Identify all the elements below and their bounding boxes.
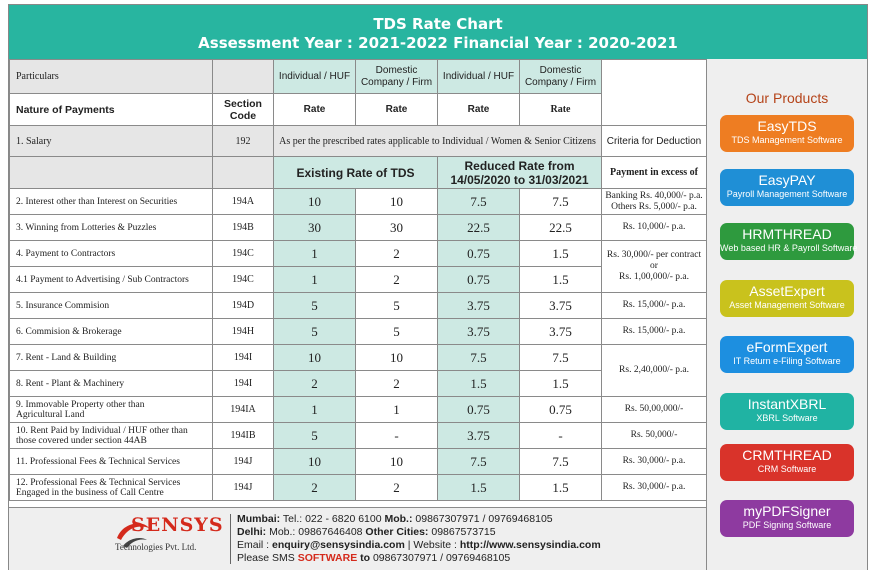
nature-cell: 5. Insurance Commision bbox=[10, 293, 213, 319]
section-cell: 194J bbox=[213, 449, 274, 475]
section-cell: 194IA bbox=[213, 397, 274, 423]
section-cell: 194I bbox=[213, 371, 274, 397]
product-description: IT Return e-Filing Software bbox=[733, 356, 841, 366]
product-description: PDF Signing Software bbox=[742, 520, 832, 530]
reduced-rate-individual: 3.75 bbox=[438, 423, 520, 449]
existing-rate-individual: 1 bbox=[274, 267, 356, 293]
criteria-header: Criteria for Deduction bbox=[602, 126, 707, 157]
contact-info bbox=[237, 513, 601, 565]
salary-nature: 1. Salary bbox=[10, 126, 213, 157]
existing-rate-individual: 1 bbox=[274, 397, 356, 423]
payment-limit-cell: Rs. 15,000/- p.a. bbox=[602, 293, 707, 319]
product-crmthread-button[interactable] bbox=[720, 444, 854, 481]
section-cell: 194D bbox=[213, 293, 274, 319]
table-row bbox=[10, 319, 707, 345]
domestic-header: Domestic Company / Firm bbox=[360, 64, 433, 88]
existing-rate-domestic: 10 bbox=[356, 345, 438, 371]
products-title: Our Products bbox=[745, 90, 829, 106]
nature-header: Nature of Payments bbox=[10, 94, 213, 126]
individual-huf-header: Individual / HUF bbox=[278, 70, 351, 82]
reduced-rate-domestic: 7.5 bbox=[520, 345, 602, 371]
rate-table bbox=[9, 59, 707, 501]
mumbai-line: Mumbai: Tel.: 022 - 6820 6100 Mob.: 09867307971 / 09769468105 bbox=[237, 513, 553, 525]
payment-limit-cell: Rs. 10,000/- p.a. bbox=[602, 215, 707, 241]
product-description: Payroll Management Software bbox=[726, 189, 848, 199]
reduced-rate-individual: 7.5 bbox=[438, 345, 520, 371]
product-description: TDS Management Software bbox=[731, 135, 843, 145]
reduced-rate-individual: 7.5 bbox=[438, 189, 520, 215]
product-instantxbrl-button[interactable] bbox=[720, 393, 854, 430]
existing-rate-domestic: 2 bbox=[356, 371, 438, 397]
existing-rate-individual: 10 bbox=[274, 345, 356, 371]
product-name: eFormExpert bbox=[746, 339, 828, 355]
rate-header-2: Rate bbox=[356, 94, 438, 126]
section-cell: 194B bbox=[213, 215, 274, 241]
nature-cell: 9. Immovable Property other than Agricultural Land bbox=[10, 397, 213, 423]
existing-rate-individual: 1 bbox=[274, 241, 356, 267]
product-name: EasyPAY bbox=[758, 172, 816, 188]
product-description: XBRL Software bbox=[756, 413, 818, 423]
product-eformexpert-button[interactable] bbox=[720, 336, 854, 373]
existing-rate-domestic: 10 bbox=[356, 189, 438, 215]
reduced-rate-domestic: 0.75 bbox=[520, 397, 602, 423]
nature-cell: 3. Winning from Lotteries & Puzzles bbox=[10, 215, 213, 241]
nature-cell: 4.1 Payment to Advertising / Sub Contractors bbox=[10, 267, 213, 293]
nature-cell: 11. Professional Fees & Technical Services bbox=[10, 449, 213, 475]
section-cell: 194I bbox=[213, 345, 274, 371]
table-row bbox=[10, 475, 707, 501]
existing-rate-individual: 5 bbox=[274, 423, 356, 449]
existing-rate-domestic: 5 bbox=[356, 293, 438, 319]
sms-line: Please SMS SOFTWARE to 09867307971 / 09769468105 bbox=[237, 552, 511, 564]
payment-limit-cell: Rs. 30,000/- p.a. bbox=[602, 475, 707, 501]
reduced-rate-domestic: 1.5 bbox=[520, 371, 602, 397]
reduced-rate-individual: 22.5 bbox=[438, 215, 520, 241]
reduced-rate-domestic: 1.5 bbox=[520, 475, 602, 501]
product-description: CRM Software bbox=[757, 464, 817, 474]
table-row bbox=[10, 293, 707, 319]
footer-divider bbox=[230, 514, 231, 564]
reduced-rate-domestic: 1.5 bbox=[520, 267, 602, 293]
reduced-rate-individual: 0.75 bbox=[438, 397, 520, 423]
existing-rate-domestic: 2 bbox=[356, 241, 438, 267]
existing-rate-domestic: 30 bbox=[356, 215, 438, 241]
nature-cell: 7. Rent - Land & Building bbox=[10, 345, 213, 371]
nature-cell: 4. Payment to Contractors bbox=[10, 241, 213, 267]
particulars-header: Particulars bbox=[10, 60, 213, 94]
existing-rate-individual: 2 bbox=[274, 371, 356, 397]
product-easytds-button[interactable] bbox=[720, 115, 854, 152]
table-row bbox=[10, 215, 707, 241]
salary-note: As per the prescribed rates applicable to Individual / Women & Senior Citizens bbox=[274, 126, 602, 157]
sensys-logo bbox=[113, 514, 233, 564]
reduced-rate-domestic: 7.5 bbox=[520, 449, 602, 475]
existing-rate-domestic: 10 bbox=[356, 449, 438, 475]
brand-tagline: Technologies Pvt. Ltd. bbox=[115, 542, 197, 552]
existing-rate-individual: 5 bbox=[274, 293, 356, 319]
payment-limit-cell: Rs. 50,00,000/- bbox=[602, 397, 707, 423]
reduced-rate-domestic: - bbox=[520, 423, 602, 449]
product-assetexpert-button[interactable] bbox=[720, 280, 854, 317]
payment-limit-cell: Rs. 30,000/- per contract or Rs. 1,00,000/- p.a. bbox=[602, 241, 707, 293]
product-name: myPDFSigner bbox=[743, 503, 831, 519]
reduced-rate-individual: 3.75 bbox=[438, 293, 520, 319]
nature-cell: 12. Professional Fees & Technical Services Engaged in the business of Call Centre bbox=[10, 475, 213, 501]
reduced-rate-domestic: 3.75 bbox=[520, 319, 602, 345]
reduced-rate-individual: 3.75 bbox=[438, 319, 520, 345]
domestic-header-2: Domestic Company / Firm bbox=[524, 64, 597, 88]
table-row bbox=[10, 189, 707, 215]
product-description: Web based HR & Payroll Software bbox=[720, 243, 858, 253]
product-name: InstantXBRL bbox=[747, 396, 827, 412]
tds-rate-chart bbox=[8, 4, 868, 570]
product-mypdfsigner-button[interactable] bbox=[720, 500, 854, 537]
existing-rate-domestic: 5 bbox=[356, 319, 438, 345]
reduced-rate-domestic: 1.5 bbox=[520, 241, 602, 267]
product-name: CRMTHREAD bbox=[742, 447, 832, 463]
product-name: HRMTHREAD bbox=[742, 226, 832, 242]
brand-name: SENSYS bbox=[131, 514, 224, 536]
nature-cell: 6. Commision & Brokerage bbox=[10, 319, 213, 345]
reduced-rate-individual: 0.75 bbox=[438, 267, 520, 293]
chart-subtitle: Assessment Year : 2021-2022 Financial Year : 2020-2021 bbox=[198, 34, 678, 52]
payment-limit-cell: Rs. 30,000/- p.a. bbox=[602, 449, 707, 475]
individual-huf-header-2: Individual / HUF bbox=[442, 70, 515, 82]
existing-rate-individual: 30 bbox=[274, 215, 356, 241]
reduced-rate-domestic: 3.75 bbox=[520, 293, 602, 319]
payment-limit-cell: Rs. 15,000/- p.a. bbox=[602, 319, 707, 345]
payment-excess-header: Payment in excess of bbox=[602, 157, 707, 189]
nature-cell: 8. Rent - Plant & Machinery bbox=[10, 371, 213, 397]
section-cell: 194J bbox=[213, 475, 274, 501]
section-cell: 194H bbox=[213, 319, 274, 345]
section-cell: 194C bbox=[213, 267, 274, 293]
website-link[interactable]: http://www.sensysindia.com bbox=[459, 539, 601, 551]
product-description: Asset Management Software bbox=[729, 300, 845, 310]
nature-cell: 2. Interest other than Interest on Securities bbox=[10, 189, 213, 215]
contact-footer bbox=[9, 507, 706, 570]
reduced-rate-header: Reduced Rate from 14/05/2020 to 31/03/2021 bbox=[438, 157, 602, 189]
product-name: AssetExpert bbox=[749, 283, 825, 299]
section-cell: 194C bbox=[213, 241, 274, 267]
email-link[interactable]: enquiry@sensysindia.com bbox=[272, 539, 405, 551]
payment-limit-cell: Banking Rs. 40,000/- p.a. Others Rs. 5,000/- p.a. bbox=[602, 189, 707, 215]
table-row bbox=[10, 397, 707, 423]
reduced-rate-domestic: 7.5 bbox=[520, 189, 602, 215]
product-easypay-button[interactable] bbox=[720, 169, 854, 206]
existing-rate-header: Existing Rate of TDS bbox=[274, 157, 438, 189]
chart-header bbox=[9, 5, 867, 59]
email-line: Email : enquiry@sensysindia.com | Website : http://www.sensysindia.com bbox=[237, 539, 601, 551]
existing-rate-domestic: 2 bbox=[356, 475, 438, 501]
existing-rate-individual: 10 bbox=[274, 189, 356, 215]
product-hrmthread-button[interactable] bbox=[720, 223, 858, 260]
nature-cell: 10. Rent Paid by Individual / HUF other than those covered under section 44AB bbox=[10, 423, 213, 449]
delhi-line: Delhi: Mob.: 09867646408 Other Cities: 09867573715 bbox=[237, 526, 496, 538]
section-cell: 194IB bbox=[213, 423, 274, 449]
product-name: EasyTDS bbox=[757, 118, 817, 134]
table-row bbox=[10, 241, 707, 267]
reduced-rate-individual: 1.5 bbox=[438, 475, 520, 501]
products-sidebar bbox=[706, 59, 867, 570]
payment-limit-cell: Rs. 50,000/- bbox=[602, 423, 707, 449]
section-code-header: Section Code bbox=[213, 94, 274, 126]
existing-rate-individual: 10 bbox=[274, 449, 356, 475]
chart-title: TDS Rate Chart bbox=[373, 15, 503, 33]
existing-rate-domestic: - bbox=[356, 423, 438, 449]
section-cell: 194A bbox=[213, 189, 274, 215]
payment-limit-cell: Rs. 2,40,000/- p.a. bbox=[602, 345, 707, 397]
rate-header-4: Rate bbox=[520, 94, 602, 126]
existing-rate-individual: 2 bbox=[274, 475, 356, 501]
existing-rate-domestic: 1 bbox=[356, 397, 438, 423]
reduced-rate-individual: 7.5 bbox=[438, 449, 520, 475]
table-row bbox=[10, 423, 707, 449]
reduced-rate-individual: 0.75 bbox=[438, 241, 520, 267]
reduced-rate-individual: 1.5 bbox=[438, 371, 520, 397]
rate-header-1: Rate bbox=[274, 94, 356, 126]
rate-header-3: Rate bbox=[438, 94, 520, 126]
reduced-rate-domestic: 22.5 bbox=[520, 215, 602, 241]
existing-rate-domestic: 2 bbox=[356, 267, 438, 293]
salary-section: 192 bbox=[213, 126, 274, 157]
table-row bbox=[10, 449, 707, 475]
table-row bbox=[10, 345, 707, 371]
existing-rate-individual: 5 bbox=[274, 319, 356, 345]
